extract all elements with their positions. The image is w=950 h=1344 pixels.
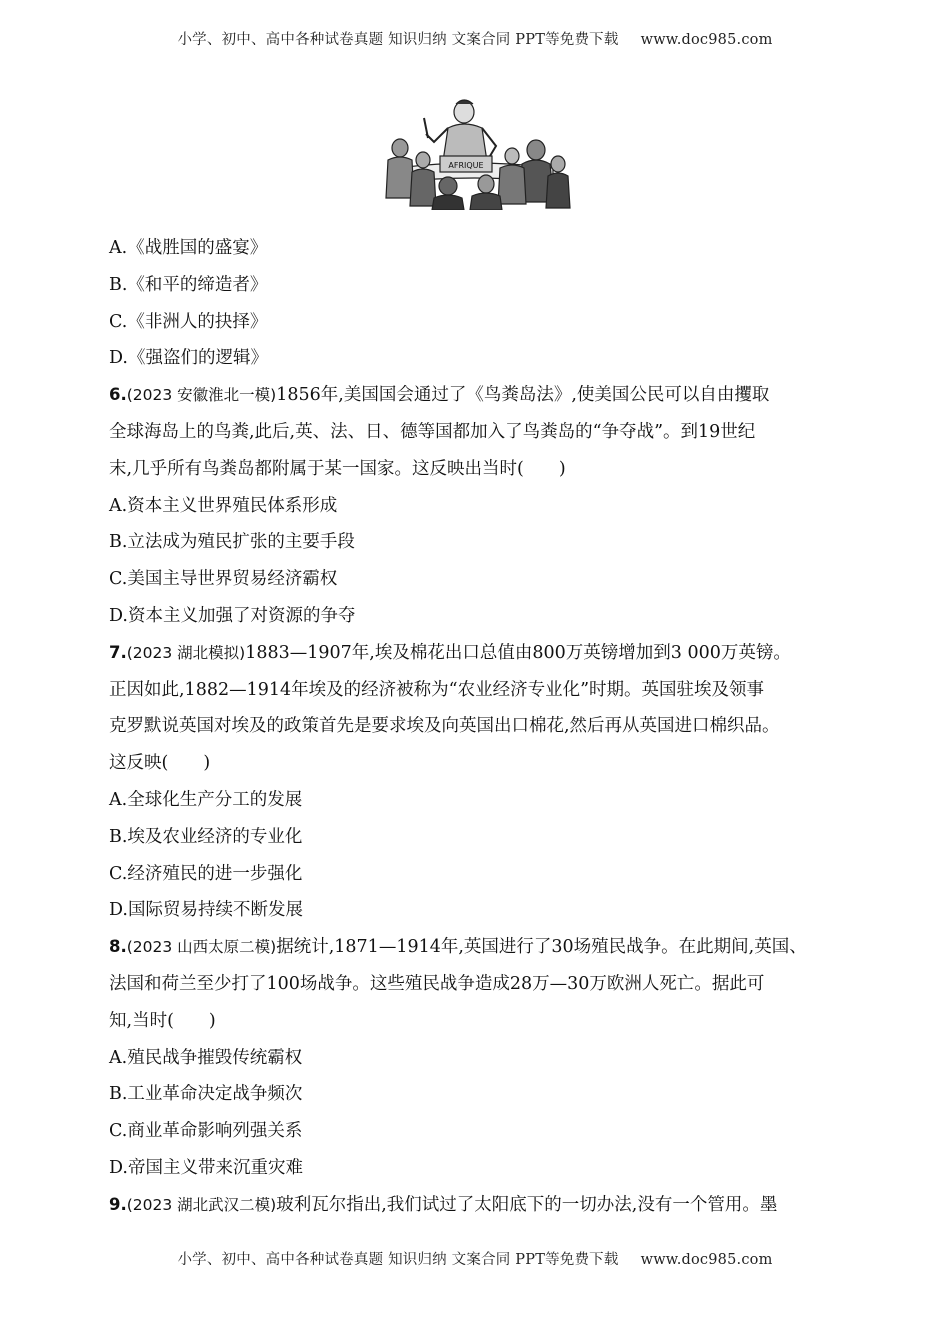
q7-option-a: A.全球化生产分工的发展	[109, 789, 303, 810]
q7-stem-line-2: 正因如此,1882—1914年埃及的经济被称为“农业经济专业化”时期。英国驻埃及领事	[109, 679, 765, 700]
q9-stem-line-1: 玻利瓦尔指出,我们试过了太阳底下的一切办法,没有一个管用。墨	[276, 1194, 778, 1215]
question-7	[109, 635, 844, 929]
q5-option-c: C.《非洲人的抉择》	[109, 311, 268, 332]
q6-option-d: D.资本主义加强了对资源的争夺	[109, 605, 356, 626]
q7-source: (2023 湖北模拟)	[126, 643, 246, 662]
q6-stem-line-2: 全球海岛上的鸟粪,此后,英、法、日、德等国都加入了鸟粪岛的“争夺战”。到19世纪	[109, 421, 756, 442]
footer-site: www.doc985.com	[640, 1252, 773, 1268]
footer-text: 小学、初中、高中各种试卷真题 知识归纳 文案合同 PPT等免费下载	[177, 1252, 619, 1268]
question-6	[109, 377, 844, 635]
q8-source: (2023 山西太原二模)	[126, 938, 277, 957]
q6-option-b: B.立法成为殖民扩张的主要手段	[109, 532, 355, 553]
q6-option-a: A.资本主义世界殖民体系形成	[109, 495, 338, 516]
q9-number: 9.	[109, 1194, 127, 1214]
q6-stem-line-1: 1856年,美国国会通过了《鸟粪岛法》,使美国公民可以自由攫取	[276, 385, 770, 406]
q5-option-d: D.《强盗们的逻辑》	[109, 348, 268, 369]
question-content	[109, 230, 844, 1224]
q7-stem-line-3: 克罗默说英国对埃及的政策首先是要求埃及向英国出口棉花,然后再从英国进口棉织品。	[109, 716, 780, 737]
q8-stem-line-1: 据统计,1871—1914年,英国进行了30场殖民战争。在此期间,英国、	[276, 937, 807, 958]
cartoon-image	[378, 98, 571, 210]
q6-stem-line-3: 末,几乎所有鸟粪岛都附属于某一国家。这反映出当时( )	[109, 458, 566, 479]
q6-source: (2023 安徽淮北一模)	[126, 386, 277, 405]
q6-number: 6.	[109, 385, 127, 405]
q8-stem-line-3: 知,当时( )	[109, 1010, 216, 1031]
q7-number: 7.	[109, 642, 127, 662]
q7-option-b: B.埃及农业经济的专业化	[109, 826, 303, 847]
q5-option-b: B.《和平的缔造者》	[109, 274, 268, 295]
q8-option-d: D.帝国主义带来沉重灾难	[109, 1157, 303, 1178]
header-text: 小学、初中、高中各种试卷真题 知识归纳 文案合同 PPT等免费下载	[177, 32, 619, 48]
q7-option-c: C.经济殖民的进一步强化	[109, 863, 303, 884]
header-site: www.doc985.com	[640, 32, 773, 48]
q6-option-c: C.美国主导世界贸易经济霸权	[109, 569, 338, 590]
q8-option-a: A.殖民战争摧毁传统霸权	[109, 1047, 303, 1068]
page-header	[0, 28, 950, 49]
q9-source: (2023 湖北武汉二模)	[126, 1195, 277, 1214]
q8-stem-line-2: 法国和荷兰至少打了100场战争。这些殖民战争造成28万—30万欧洲人死亡。据此可	[109, 973, 765, 994]
q5-options	[109, 230, 844, 377]
question-9	[109, 1187, 844, 1224]
question-8	[109, 929, 844, 1187]
q7-stem-line-1: 1883—1907年,埃及棉花出口总值由800万英镑增加到3 000万英镑。	[245, 642, 791, 663]
q5-option-a: A.《战胜国的盛宴》	[109, 238, 268, 258]
page-footer	[0, 1248, 950, 1269]
q8-number: 8.	[109, 937, 127, 957]
q8-option-c: C.商业革命影响列强关系	[109, 1121, 303, 1142]
q7-stem-line-4: 这反映( )	[109, 753, 211, 774]
q8-option-b: B.工业革命决定战争频次	[109, 1084, 303, 1105]
q7-option-d: D.国际贸易持续不断发展	[109, 900, 303, 921]
cartoon-label: AFRIQUE	[448, 161, 484, 170]
